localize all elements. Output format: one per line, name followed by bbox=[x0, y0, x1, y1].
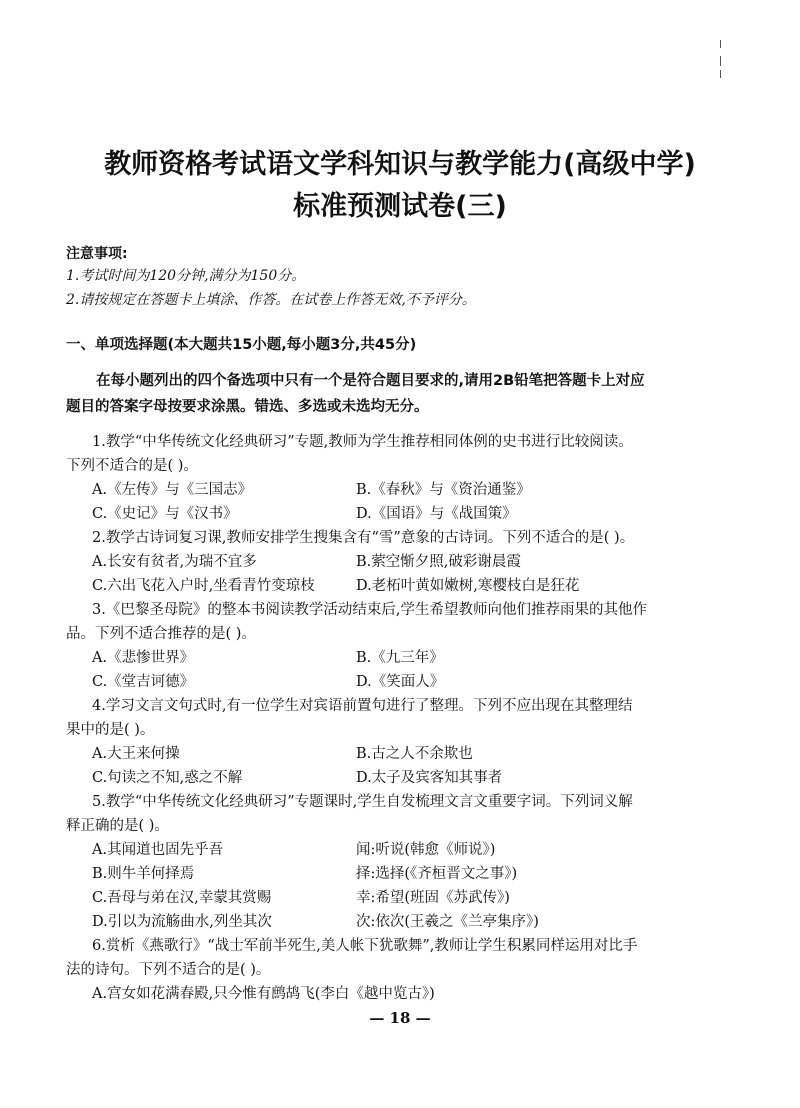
question-5-option-c: C.吾母与弟在汉,幸蒙其赏赐 bbox=[92, 890, 272, 906]
exam-title-line1: 教师资格考试语文学科知识与教学能力(高级中学) bbox=[104, 149, 696, 180]
question-5-option-a-gloss: 闻:听说(韩愈《师说》) bbox=[356, 842, 496, 858]
question-1-option-c: C.《史记》与《汉书》 bbox=[92, 506, 238, 522]
question-5-option-d: D.引以为流觞曲水,列坐其次 bbox=[92, 914, 272, 930]
note-item: 1.考试时间为120分钟,满分为150分。 bbox=[66, 268, 306, 284]
question-5-option-d-gloss: 次:依次(王羲之《兰亭集序》) bbox=[356, 914, 539, 930]
question-2-option-b: B.萦空惭夕照,破彩谢晨霞 bbox=[356, 554, 521, 570]
question-1-option-d: D.《国语》与《战国策》 bbox=[356, 506, 517, 522]
question-6-stem: 6.赏析《燕歌行》“战士军前半死生,美人帐下犹歌舞”,教师让学生积累同样运用对比手 bbox=[92, 938, 638, 954]
page-number: — 18 — bbox=[369, 1009, 431, 1027]
question-5-option-b: B.则牛羊何择焉 bbox=[92, 866, 195, 882]
notes-heading: 注意事项: bbox=[66, 246, 128, 262]
question-4-option-b: B.古之人不余欺也 bbox=[356, 746, 473, 762]
question-3-stem: 3.《巴黎圣母院》的整本书阅读教学活动结束后,学生希望教师向他们推荐雨果的其他作 bbox=[92, 602, 647, 618]
question-2-stem: 2.教学古诗词复习课,教师安排学生搜集含有“雪”意象的古诗词。下列不适合的是( )。 bbox=[92, 530, 635, 546]
question-1-stem: 1.教学“中华传统文化经典研习”专题,教师为学生推荐相同体例的史书进行比较阅读。 bbox=[92, 434, 633, 450]
question-5-option-b-gloss: 择:选择(《齐桓晋文之事》) bbox=[356, 866, 518, 882]
question-4-option-a: A.大王来何操 bbox=[92, 746, 180, 762]
question-3-option-c: C.《堂吉诃德》 bbox=[92, 674, 195, 690]
question-4-stem-cont: 果中的是( )。 bbox=[66, 722, 155, 738]
question-1-stem-cont: 下列不适合的是( )。 bbox=[66, 458, 198, 474]
question-3-option-d: D.《笑面人》 bbox=[356, 674, 445, 690]
question-3-option-a: A.《悲惨世界》 bbox=[92, 650, 195, 666]
scan-edge-mark bbox=[720, 40, 721, 48]
question-4-stem: 4.学习文言文句式时,有一位学生对宾语前置句进行了整理。下列不应出现在其整理结 bbox=[92, 698, 633, 714]
question-4-option-c: C.句读之不知,惑之不解 bbox=[92, 770, 243, 786]
exam-title-line2: 标准预测试卷(三) bbox=[293, 191, 507, 222]
question-5-option-a: A.其闻道也固先乎吾 bbox=[92, 842, 224, 858]
question-2-option-c: C.六出飞花入户时,坐看青竹变琼枝 bbox=[92, 578, 315, 594]
question-5-option-c-gloss: 幸:希望(班固《苏武传》) bbox=[356, 890, 510, 906]
question-2-option-d: D.老柘叶黄如嫩树,寒樱枝白是狂花 bbox=[356, 578, 580, 594]
question-6-option-a: A.宫女如花满春殿,只今惟有鹧鸪飞(李白《越中览古》) bbox=[92, 986, 435, 1002]
question-5-stem-cont: 释正确的是( )。 bbox=[66, 818, 169, 834]
section-heading: 一、单项选择题(本大题共15小题,每小题3分,共45分) bbox=[66, 337, 417, 353]
question-4-option-d: D.太子及宾客知其事者 bbox=[356, 770, 503, 786]
question-3-stem-cont: 品。下列不适合推荐的是( )。 bbox=[66, 626, 256, 642]
question-2-option-a: A.长安有贫者,为瑞不宜多 bbox=[92, 554, 257, 570]
question-5-stem: 5.教学“中华传统文化经典研习”专题课时,学生自发梳理文言文重要字词。下列词义解 bbox=[92, 794, 633, 810]
question-1-option-b: B.《春秋》与《资治通鉴》 bbox=[356, 482, 531, 498]
question-3-option-b: B.《九三年》 bbox=[356, 650, 444, 666]
scan-edge-mark bbox=[720, 56, 721, 66]
scan-edge-mark bbox=[720, 70, 721, 78]
question-6-stem-cont: 法的诗句。下列不适合的是( )。 bbox=[66, 962, 271, 978]
question-1-option-a: A.《左传》与《三国志》 bbox=[92, 482, 253, 498]
note-item: 2.请按规定在答题卡上填涂、作答。在试卷上作答无效,不予评分。 bbox=[66, 292, 476, 308]
section-instruction-line2: 题目的答案字母按要求涂黑。错选、多选或未选均无分。 bbox=[66, 399, 429, 415]
section-instruction-line1: 在每小题列出的四个备选项中只有一个是符合题目要求的,请用2B铅笔把答题卡上对应 bbox=[96, 373, 645, 389]
